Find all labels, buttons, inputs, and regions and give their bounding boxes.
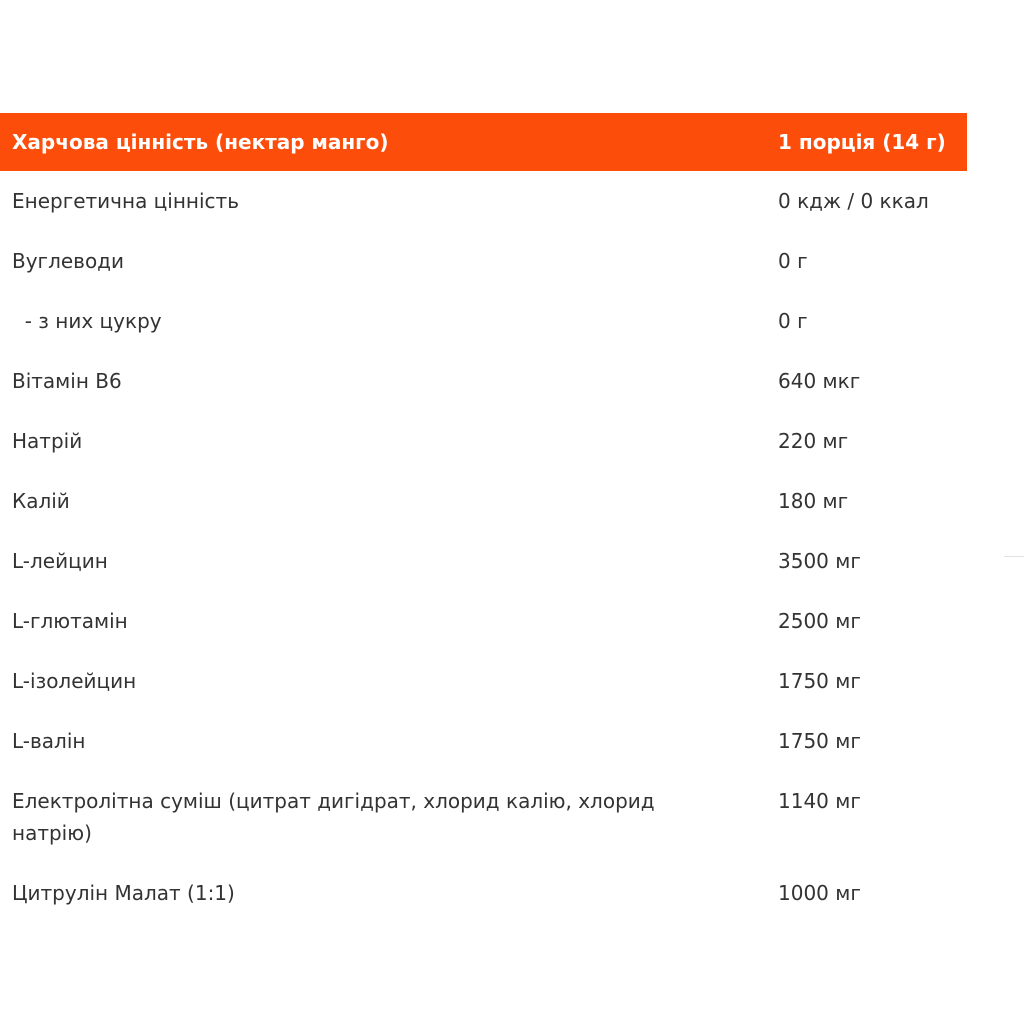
nutrient-name: Енергетична цінність — [12, 189, 239, 213]
nutrient-value: 0 кдж / 0 ккал — [778, 189, 929, 213]
nutrient-value: 640 мкг — [778, 369, 861, 393]
nutrient-name: Вуглеводи — [12, 249, 125, 273]
table-row-l-valine — [0, 711, 967, 771]
nutrient-value: 0 г — [778, 309, 808, 333]
header-serving-size: 1 порція (14 г) — [766, 113, 967, 171]
nutrient-name: - з них цукру — [12, 309, 162, 333]
nutrient-name: Цитрулін Малат (1:1) — [12, 881, 235, 905]
header-row — [0, 113, 967, 171]
table-row-sugars — [0, 291, 967, 351]
table-row-l-glutamine — [0, 591, 967, 651]
nutrient-value: 1750 мг — [778, 729, 861, 753]
nutrient-name: L-ізолейцин — [12, 669, 137, 693]
nutrient-name: Електролітна суміш (цитрат дигідрат, хлорид калію, хлорид натрію) — [12, 789, 655, 845]
nutrient-name: L-глютамін — [12, 609, 128, 633]
table-row-carbohydrates — [0, 231, 967, 291]
nutrient-value: 2500 мг — [778, 609, 861, 633]
nutrient-value: 0 г — [778, 249, 808, 273]
nutrient-value: 3500 мг — [778, 549, 861, 573]
header-nutrient-name: Харчова цінність (нектар манго) — [0, 113, 766, 171]
nutrient-value: 180 мг — [778, 489, 849, 513]
table-row-l-leucine — [0, 531, 967, 591]
table-row-l-isoleucine — [0, 651, 967, 711]
table-row-potassium — [0, 471, 967, 531]
nutrient-name: L-лейцин — [12, 549, 108, 573]
table-row-sodium — [0, 411, 967, 471]
nutrition-facts-table — [0, 113, 967, 923]
nutrient-value: 1750 мг — [778, 669, 861, 693]
nutrient-name: L-валін — [12, 729, 86, 753]
nutrient-value: 1140 мг — [778, 789, 861, 813]
table-row-electrolyte-mix — [0, 771, 967, 863]
nutrient-name: Вітамін B6 — [12, 369, 122, 393]
table-header — [0, 113, 967, 171]
edge-divider — [1004, 556, 1024, 557]
table-body — [0, 171, 967, 923]
nutrient-name: Натрій — [12, 429, 83, 453]
table-row-vitamin-b6 — [0, 351, 967, 411]
table-row-citrulline-malate — [0, 863, 967, 923]
nutrient-name: Калій — [12, 489, 70, 513]
nutrient-value: 220 мг — [778, 429, 849, 453]
table-row-energy — [0, 171, 967, 231]
nutrient-value: 1000 мг — [778, 881, 861, 905]
